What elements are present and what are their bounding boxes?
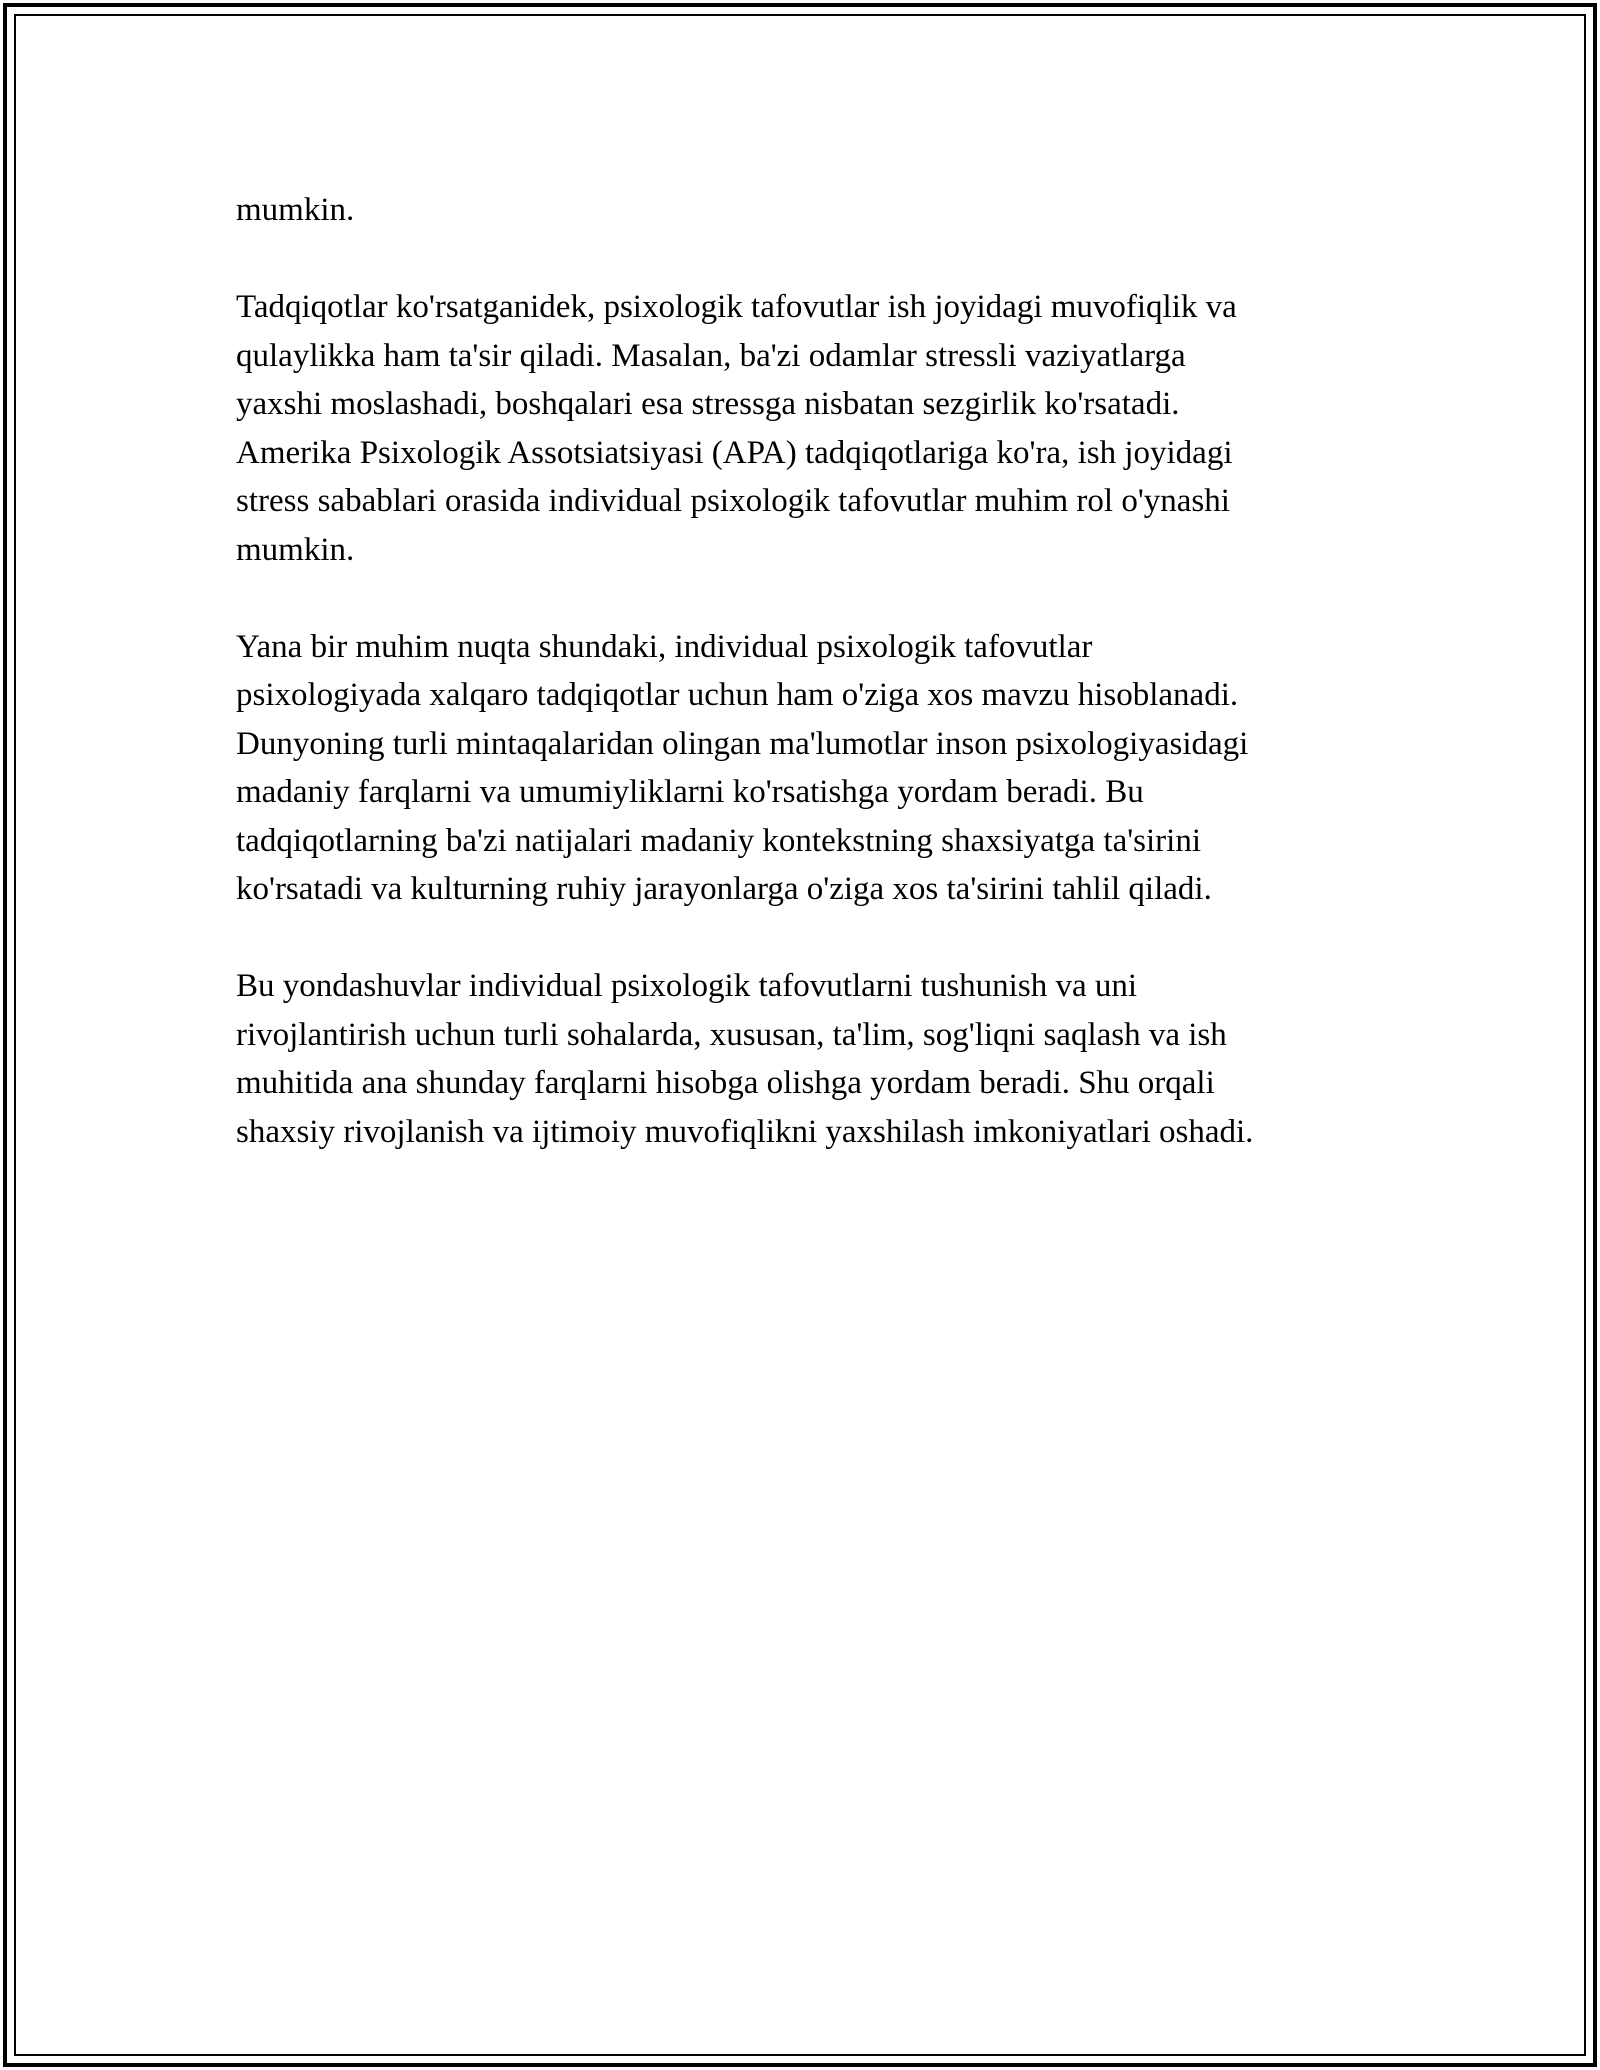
text-line: Yana bir muhim nuqta shundaki, individual psixologik tafovutlar — [236, 628, 1093, 665]
text-line: Amerika Psixologik Assotsiatsiyasi (APA) tadqiqotlariga ko'ra, ish joyidagi — [236, 434, 1233, 471]
paragraph-4 — [236, 962, 1376, 1156]
text-line: tadqiqotlarning ba'zi natijalari madaniy kontekstning shaxsiyatga ta'sirini — [236, 822, 1201, 859]
document-body — [236, 186, 1376, 1156]
paragraph-1 — [236, 186, 1376, 235]
text-line: qulaylikka ham ta'sir qiladi. Masalan, ba'zi odamlar stressli vaziyatlarga — [236, 337, 1186, 374]
text-line: stress sabablari orasida individual psixologik tafovutlar muhim rol o'ynashi — [236, 483, 1230, 519]
text-line: mumkin. — [236, 192, 355, 228]
text-line: yaxshi moslashadi, boshqalari esa stressga nisbatan sezgirlik ko'rsatadi. — [236, 386, 1180, 422]
text-line: rivojlantirish uchun turli sohalarda, xususan, ta'lim, sog'liqni saqlash va ish — [236, 1016, 1227, 1053]
text-line: psixologiyada xalqaro tadqiqotlar uchun ham o'ziga xos mavzu hisoblanadi. — [236, 677, 1239, 713]
text-line: madaniy farqlarni va umumiyliklarni ko'rsatishga yordam beradi. Bu — [236, 774, 1144, 810]
text-line: Dunyoning turli mintaqalaridan olingan ma'lumotlar inson psixologiyasidagi — [236, 725, 1249, 762]
text-line: Bu yondashuvlar individual psixologik tafovutlarni tushunish va uni — [236, 968, 1138, 1004]
text-line: mumkin. — [236, 531, 355, 568]
text-line: shaxsiy rivojlanish va ijtimoiy muvofiqlikni yaxshilash imkoniyatlari oshadi. — [236, 1113, 1254, 1150]
text-line: Tadqiqotlar ko'rsatganidek, psixologik tafovutlar ish joyidagi muvofiqlik va — [236, 289, 1237, 325]
text-line: muhitida ana shunday farqlarni hisobga olishga yordam beradi. Shu orqali — [236, 1065, 1215, 1101]
paragraph-3 — [236, 623, 1376, 914]
paragraph-2 — [236, 283, 1376, 574]
text-line: ko'rsatadi va kulturning ruhiy jarayonlarga o'ziga xos ta'sirini tahlil qiladi. — [236, 871, 1212, 907]
